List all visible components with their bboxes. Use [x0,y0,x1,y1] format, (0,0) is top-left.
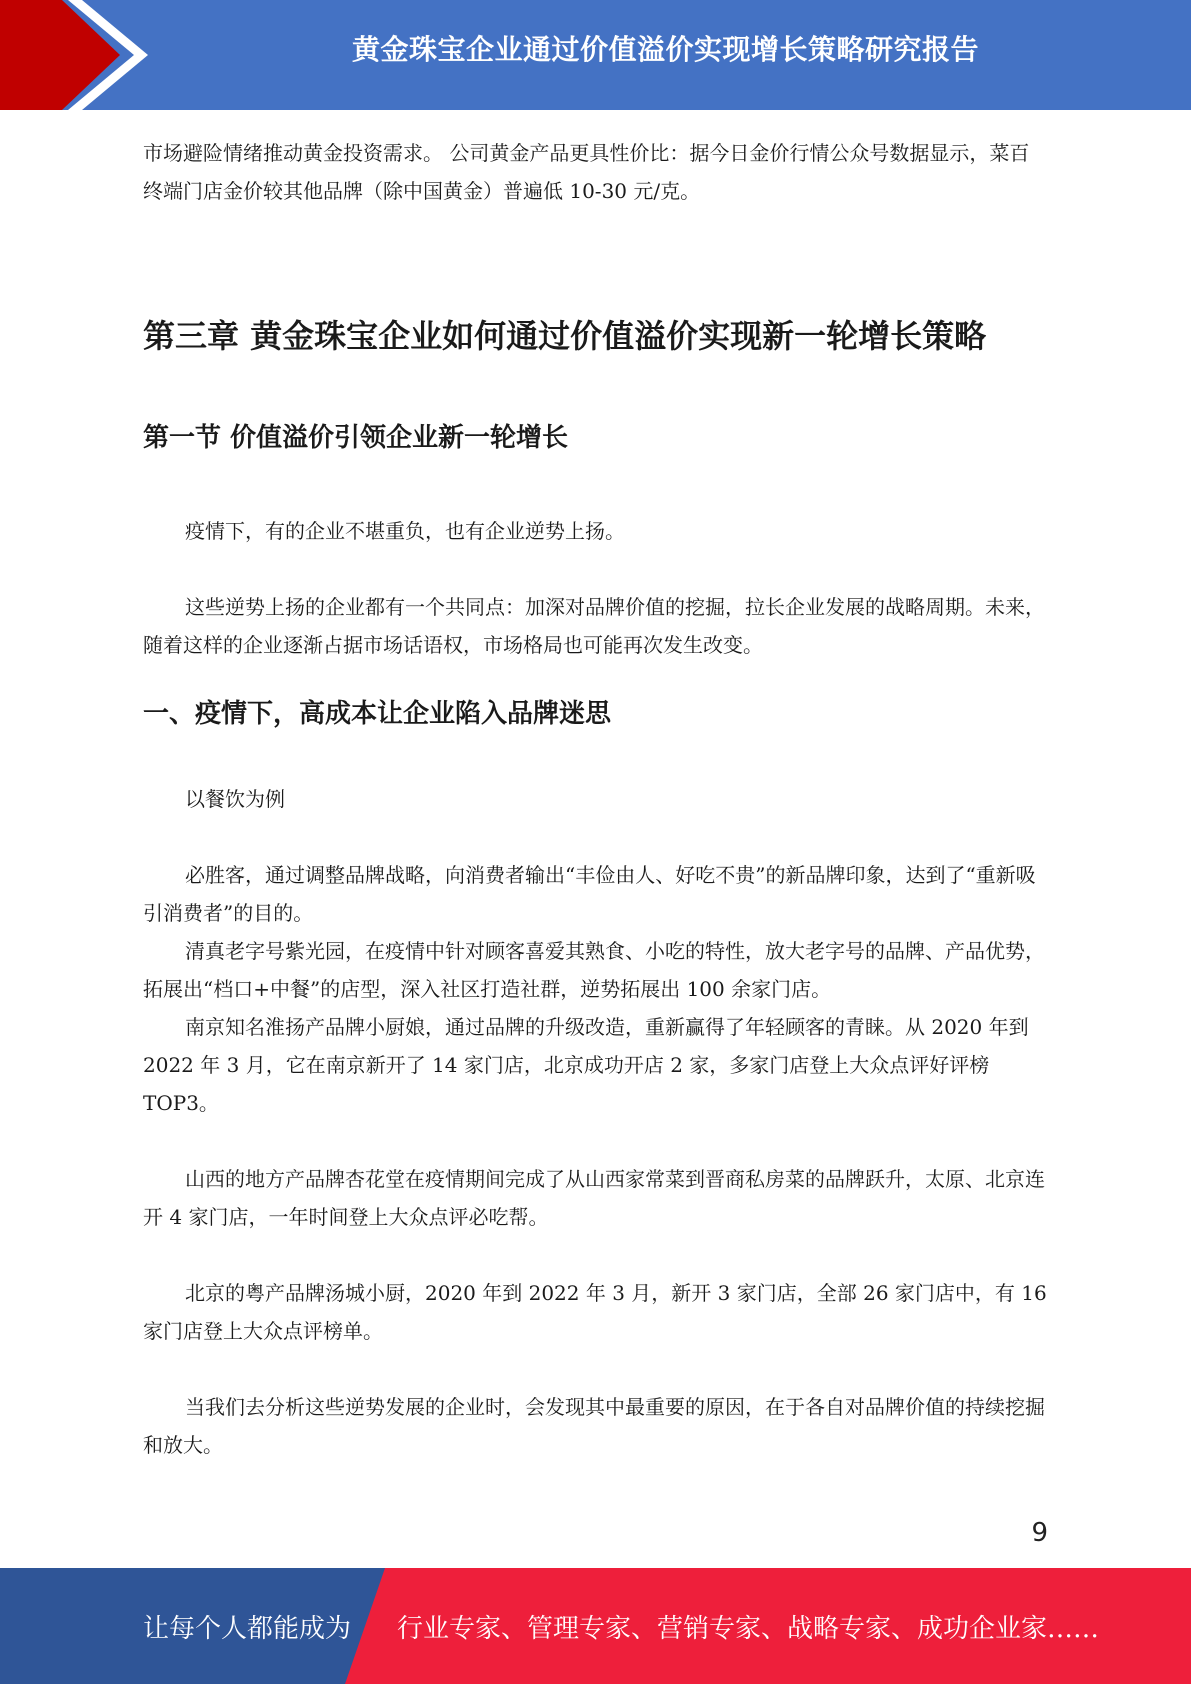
paragraph: 北京的粤产品牌汤城小厨，2020 年到 2022 年 3 月，新开 3 家门店，全部 26 家门店中，有 16 家门店登上大众点评榜单。 [143,1281,1047,1343]
subsection-title: 一、疫情下，高成本让企业陷入品牌迷思 [143,699,612,729]
example-list [143,856,1048,1122]
paragraph: 疫情下，有的企业不堪重负，也有企业逆势上扬。 [185,519,625,543]
footer-slogan-right: 行业专家、管理专家、营销专家、战略专家、成功企业家…… [397,1614,1100,1644]
section-title: 第一节 价值溢价引领企业新一轮增长 [143,423,569,453]
page-number: 9 [1031,1518,1048,1548]
report-title: 黄金珠宝企业通过价值溢价实现增长策略研究报告 [351,33,979,66]
paragraph: 山西的地方产品牌杏花堂在疫情期间完成了从山西家常菜到晋商私房菜的品牌跃升，太原、北京连开 4 家门店，一年时间登上大众点评必吃帮。 [143,1167,1045,1229]
header-arrow-decoration [0,0,160,110]
paragraph: 必胜客，通过调整品牌战略，向消费者输出“丰俭由人、好吃不贵”的新品牌印象，达到了“重新吸引消费者”的目的。 [143,863,1036,925]
page-header [0,0,1191,110]
example-intro: 以餐饮为例 [185,787,285,811]
intro-paragraph: 市场避险情绪推动黄金投资需求。 公司黄金产品更具性价比：据今日金价行情公众号数据显示，菜百终端门店金价较其他品牌（除中国黄金）普遍低 10-30 元/克。 [143,141,1030,203]
chapter-title: 第三章 黄金珠宝企业如何通过价值溢价实现新一轮增长策略 [143,317,987,355]
paragraph: 这些逆势上扬的企业都有一个共同点：加深对品牌价值的挖掘，拉长企业发展的战略周期。未来，随着这样的企业逐渐占据市场话语权，市场格局也可能再次发生改变。 [143,595,1045,657]
paragraph: 清真老字号紫光园，在疫情中针对顾客喜爱其熟食、小吃的特性，放大老字号的品牌、产品优势，拓展出“档口+中餐”的店型，深入社区打造社群，逆势拓展出 100 余家门店。 [143,939,1045,1001]
paragraph: 南京知名淮扬产品牌小厨娘，通过品牌的升级改造，重新赢得了年轻顾客的青睐。从 2020 年到 2022 年 3 月，它在南京新开了 14 家门店，北京成功开店 2 家，多家门店登上大众点评好评榜 TOP3。 [143,1015,1029,1115]
page-footer [0,1568,1191,1684]
footer-slogan-left: 让每个人都能成为 [143,1614,352,1644]
paragraph: 当我们去分析这些逆势发展的企业时，会发现其中最重要的原因，在于各自对品牌价值的持续挖掘和放大。 [143,1395,1045,1457]
